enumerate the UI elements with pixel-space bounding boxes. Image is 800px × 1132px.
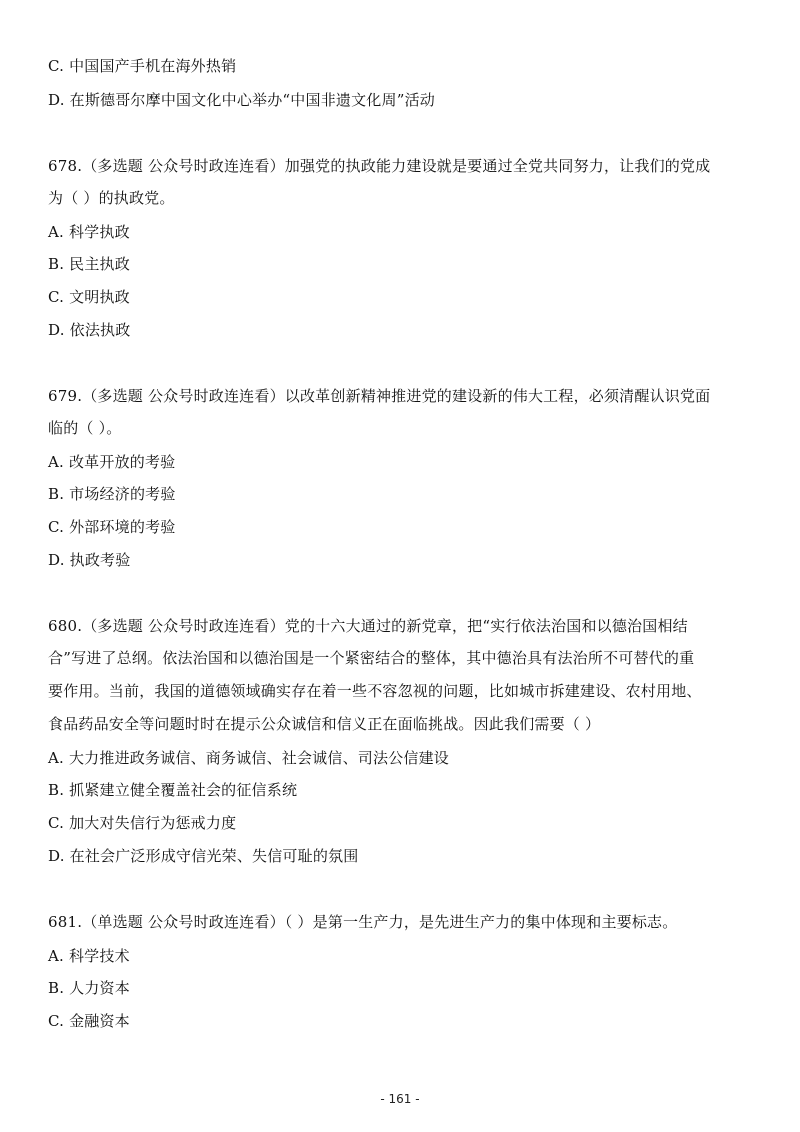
option-text: B. 抓紧建立健全覆盖社会的征信系统 — [48, 781, 298, 799]
option-text: D. 在斯德哥尔摩中国文化中心举办“中国非遗文化周”活动 — [48, 91, 435, 109]
question-678-stem: 678.（多选题 公众号时政连连看）加强党的执政能力建设就是要通过全党共同努力，让我们的党成 — [48, 157, 711, 175]
option-text: B. 市场经济的考验 — [48, 485, 176, 503]
question-680-stem: 食品药品安全等问题时时在提示公众诚信和信义正在面临挑战。因此我们需要（ ） — [48, 715, 601, 733]
option-text: A. 改革开放的考验 — [48, 453, 176, 471]
option-text: C. 金融资本 — [48, 1012, 130, 1030]
question-679-stem: 679.（多选题 公众号时政连连看）以改革创新精神推进党的建设新的伟大工程，必须清醒认识党面 — [48, 387, 711, 405]
option-text: C. 外部环境的考验 — [48, 518, 176, 536]
page-number: - 161 - — [380, 1092, 420, 1106]
question-679-stem: 临的（ ）。 — [48, 419, 122, 437]
question-680-stem: 680.（多选题 公众号时政连连看）党的十六大通过的新党章，把“实行依法治国和以德治国相结 — [48, 617, 688, 635]
option-text: C. 中国国产手机在海外热销 — [48, 57, 237, 75]
option-text: A. 大力推进政务诚信、商务诚信、社会诚信、司法公信建设 — [48, 749, 449, 767]
option-text: A. 科学执政 — [48, 223, 130, 241]
question-678-stem: 为（ ）的执政党。 — [48, 189, 175, 207]
option-text: C. 加大对失信行为惩戒力度 — [48, 814, 237, 832]
option-text: D. 依法执政 — [48, 321, 131, 339]
question-680-stem: 要作用。当前，我国的道德领域确实存在着一些不容忽视的问题，比如城市拆建建设、农村用地、 — [48, 682, 702, 700]
option-text: D. 在社会广泛形成守信光荣、失信可耻的氛围 — [48, 847, 359, 865]
option-text: C. 文明执政 — [48, 288, 130, 306]
question-680-stem: 合”写进了总纲。依法治国和以德治国是一个紧密结合的整体，其中德治具有法治所不可替代的重 — [48, 649, 695, 667]
option-text: D. 执政考验 — [48, 551, 131, 569]
question-681-stem: 681.（单选题 公众号时政连连看）（ ）是第一生产力，是先进生产力的集中体现和主要标志。 — [48, 913, 678, 931]
option-text: B. 人力资本 — [48, 979, 130, 997]
option-text: A. 科学技术 — [48, 947, 130, 965]
option-text: B. 民主执政 — [48, 255, 130, 273]
